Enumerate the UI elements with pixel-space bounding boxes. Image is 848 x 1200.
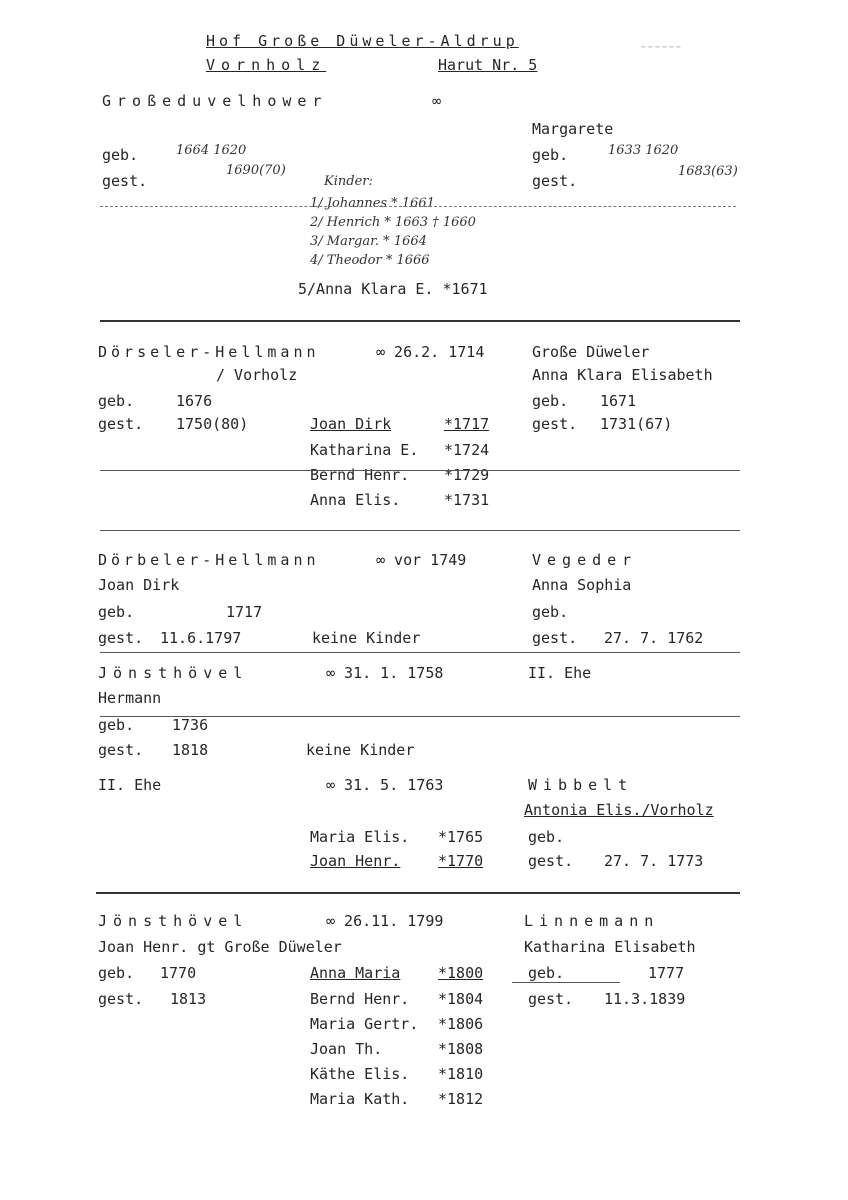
s3-husband-name: Dörbeler-Hellmann — [98, 551, 320, 569]
s4-divider — [100, 716, 740, 717]
s5-child-6-name: Maria Kath. — [310, 1090, 410, 1108]
s1-child-3: 3/ Margar. * 1664 — [310, 234, 427, 249]
s5-wife-name: Linnemann — [524, 912, 660, 930]
s2-child-3-name: Bernd Henr. — [310, 466, 410, 484]
s5-wife-sub: Katharina Elisabeth — [524, 938, 696, 956]
s5-husband-death-value: 1813 — [170, 990, 207, 1008]
s4-husband-sub: Hermann — [98, 689, 162, 707]
s5-child-2-year: *1804 — [438, 990, 484, 1008]
s5-child-5-year: *1810 — [438, 1065, 484, 1083]
s5-child-6-year: *1812 — [438, 1090, 484, 1108]
s5-child-5-name: Käthe Elis. — [310, 1065, 410, 1083]
s4-second-marriage-label-2: II. Ehe — [98, 776, 162, 794]
s5-marriage: ∞ 26.11. 1799 — [326, 912, 444, 930]
s4-wife-death-label: gest. — [528, 852, 574, 870]
s5-child-4-name: Joan Th. — [310, 1040, 383, 1058]
s5-wife-death-label: gest. — [528, 990, 574, 1008]
s1-husband-birth-label: geb. — [102, 146, 139, 164]
s3-husband-death-label: gest. — [98, 629, 144, 647]
s4-no-children: keine Kinder — [306, 741, 415, 759]
s2-child-4-year: *1731 — [444, 491, 490, 509]
s2-marriage: ∞ 26.2. 1714 — [376, 343, 485, 361]
s5-husband-name: Jönsthövel — [98, 912, 249, 930]
s2-husband-birth-label: geb. — [98, 392, 135, 410]
s5-child-2-name: Bernd Henr. — [310, 990, 410, 1008]
s2-husband-death-label: gest. — [98, 415, 144, 433]
s5-child-1-name: Anna Maria — [310, 964, 401, 982]
s2-wife-sub: Anna Klara Elisabeth — [532, 366, 713, 384]
s4-husband-death-label: gest. — [98, 741, 144, 759]
s2-child-1-year: *1717 — [444, 415, 490, 433]
s4-husband-death-value: 1818 — [172, 741, 209, 759]
s4-second-marriage-label: II. Ehe — [528, 664, 592, 682]
s5-husband-sub: Joan Henr. gt Große Düweler — [98, 938, 342, 956]
s2-child-4-name: Anna Elis. — [310, 491, 401, 509]
s2-wife-birth-value: 1671 — [600, 392, 637, 410]
header-title: Hof Große Düweler-Aldrup — [206, 32, 519, 50]
s2-husband-birth-value: 1676 — [176, 392, 213, 410]
s3-husband-death-value: 11.6.1797 — [160, 629, 242, 647]
s1-child-2: 2/ Henrich * 1663 † 1660 — [310, 215, 476, 230]
s4-wife-death-value: 27. 7. 1773 — [604, 852, 704, 870]
s5-child-3-name: Maria Gertr. — [310, 1015, 419, 1033]
bleed-through-mark: ⁃⁃⁃⁃⁃⁃ — [640, 40, 682, 56]
s3-husband-sub: Joan Dirk — [98, 576, 180, 594]
s5-child-4-year: *1808 — [438, 1040, 484, 1058]
s2-wife-birth-label: geb. — [532, 392, 569, 410]
s1-wife-birth-value: 1633 1620 — [608, 143, 679, 158]
s5-child-3-year: *1806 — [438, 1015, 484, 1033]
s3-divider — [100, 652, 740, 653]
s5-child-1-year: *1800 — [438, 964, 484, 982]
s4-bottom-divider — [96, 892, 740, 894]
s1-husband-death-label: gest. — [102, 172, 148, 190]
s3-wife-death-value: 27. 7. 1762 — [604, 629, 704, 647]
s3-wife-death-label: gest. — [532, 629, 578, 647]
s3-no-children: keine Kinder — [312, 629, 421, 647]
s5-husband-birth-value: 1770 — [160, 964, 197, 982]
s4-child-1-name: Maria Elis. — [310, 828, 410, 846]
s1-husband-death-value: 1690(70) — [226, 163, 286, 178]
s2-child-1-name: Joan Dirk — [310, 415, 392, 433]
s5-wife-birth-label: geb. — [528, 964, 565, 982]
s4-marriage: ∞ 31. 1. 1758 — [326, 664, 444, 682]
s2-wife-death-label: gest. — [532, 415, 578, 433]
s1-children-label: Kinder: — [324, 174, 373, 189]
s4-husband-birth-label: geb. — [98, 716, 135, 734]
s1-divider — [100, 320, 740, 322]
header-subtitle: Vornholz — [206, 56, 327, 74]
s2-child-3-year: *1729 — [444, 466, 490, 484]
s1-child-4: 4/ Theodor * 1666 — [310, 253, 430, 268]
s1-wife-death-value: 1683(63) — [678, 164, 738, 179]
s1-marriage-symbol: ∞ — [432, 92, 442, 110]
s5-underline — [512, 982, 620, 983]
s3-wife-name: Vegeder — [532, 551, 638, 569]
s1-husband-name: Großeduvelhower — [102, 92, 328, 110]
s2-child-2-year: *1724 — [444, 441, 490, 459]
s2-husband-sub: / Vorholz — [216, 366, 298, 384]
s4-husband-name: Jönsthövel — [98, 664, 249, 682]
s2-wife-death-value: 1731(67) — [600, 415, 673, 433]
s4-marriage-2: ∞ 31. 5. 1763 — [326, 776, 444, 794]
s3-husband-birth-label: geb. — [98, 603, 135, 621]
s2-child-2-name: Katharina E. — [310, 441, 419, 459]
s2-husband-name: Dörseler-Hellmann — [98, 343, 320, 361]
s5-wife-birth-value: 1777 — [648, 964, 685, 982]
header-farm-number: Harut Nr. 5 — [438, 56, 538, 74]
s3-wife-birth-label: geb. — [532, 603, 569, 621]
s1-heir: 5/Anna Klara E. *1671 — [298, 280, 488, 298]
s5-wife-death-value: 11.3.1839 — [604, 990, 686, 1008]
s2-divider-lower — [100, 530, 740, 531]
s3-husband-birth-value: 1717 — [226, 603, 263, 621]
s3-marriage: ∞ vor 1749 — [376, 551, 467, 569]
s2-divider — [100, 470, 740, 471]
s1-wife-death-label: gest. — [532, 172, 578, 190]
s4-child-2-year: *1770 — [438, 852, 484, 870]
s1-wife-name: Margarete — [532, 120, 614, 138]
s1-husband-birth-value: 1664 1620 — [176, 143, 247, 158]
s2-husband-death-value: 1750(80) — [176, 415, 249, 433]
s5-husband-death-label: gest. — [98, 990, 144, 1008]
s1-child-1: 1/ Johannes * 1661 — [310, 196, 435, 211]
s1-wife-birth-label: geb. — [532, 146, 569, 164]
s4-child-2-name: Joan Henr. — [310, 852, 401, 870]
s4-wife-name: Wibbelt — [528, 776, 634, 794]
s1-upper-divider — [100, 206, 736, 207]
s4-child-1-year: *1765 — [438, 828, 484, 846]
s3-wife-sub: Anna Sophia — [532, 576, 632, 594]
s4-husband-birth-value: 1736 — [172, 716, 209, 734]
s4-wife-sub: Antonia Elis./Vorholz — [524, 801, 714, 819]
s5-husband-birth-label: geb. — [98, 964, 135, 982]
s2-wife-name: Große Düweler — [532, 343, 650, 361]
s4-wife-birth-label: geb. — [528, 828, 565, 846]
